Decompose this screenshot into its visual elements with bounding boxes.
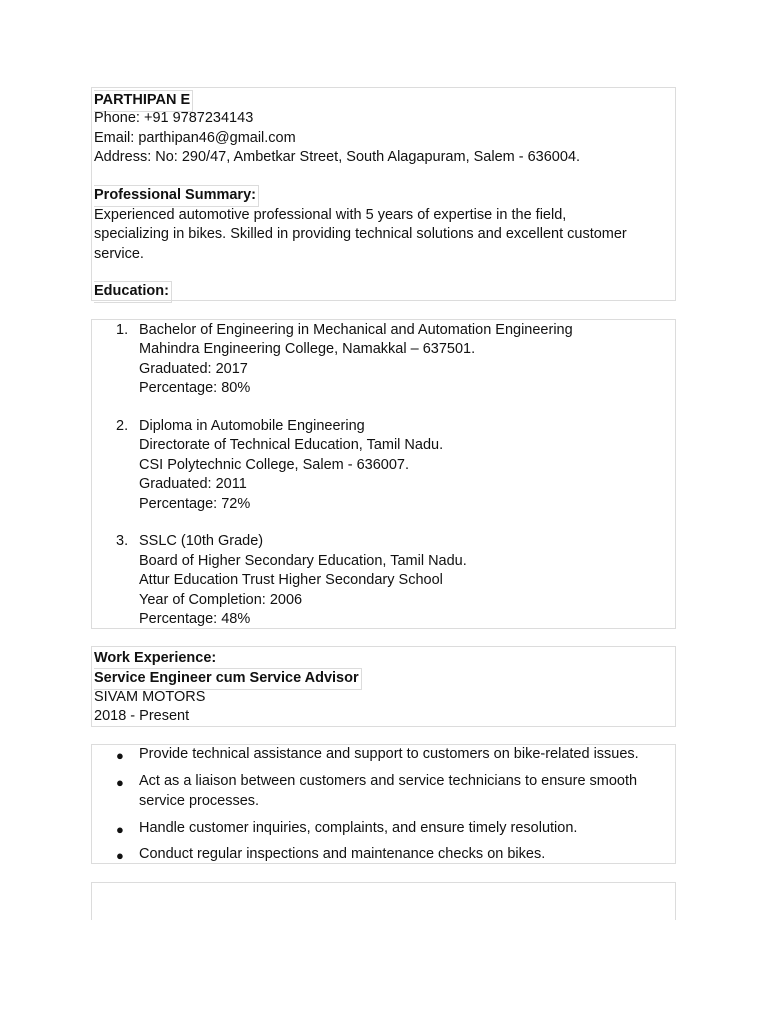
email-line: Email: parthipan46@gmail.com: [94, 130, 296, 146]
education-degree: Diploma in Automobile Engineering: [139, 418, 365, 434]
job-title: Service Engineer cum Service Advisor: [94, 668, 362, 690]
duty-item: Handle customer inquiries, complaints, and ensure timely resolution.: [139, 820, 578, 836]
education-degree: SSLC (10th Grade): [139, 533, 264, 549]
header-section: [91, 87, 676, 301]
company-name: SIVAM MOTORS: [94, 689, 206, 705]
work-heading: Work Experience:: [94, 650, 217, 666]
duty-item: Provide technical assistance and support to customers on bike-related issues.: [139, 746, 639, 762]
education-detail: Percentage: 48%: [139, 611, 251, 627]
candidate-name: PARTHIPAN E: [94, 90, 193, 112]
duty-item: Conduct regular inspections and maintenance checks on bikes.: [139, 846, 546, 862]
list-number: 3.: [116, 533, 129, 549]
bullet-icon: ●: [116, 848, 124, 863]
education-detail: CSI Polytechnic College, Salem - 636007.: [139, 457, 410, 473]
bullet-icon: ●: [116, 775, 124, 790]
education-detail: Percentage: 72%: [139, 496, 251, 512]
education-detail: Graduated: 2017: [139, 361, 248, 377]
empty-section: [91, 882, 676, 920]
summary-line: Experienced automotive professional with 5 years of expertise in the field,: [94, 207, 567, 223]
address-line: Address: No: 290/47, Ambetkar Street, South Alagapuram, Salem - 636004.: [94, 149, 581, 165]
bullet-icon: ●: [116, 822, 124, 837]
education-detail: Mahindra Engineering College, Namakkal – 637501.: [139, 341, 476, 357]
list-number: 2.: [116, 418, 129, 434]
list-number: 1.: [116, 322, 129, 338]
education-list: [91, 319, 676, 629]
duty-item: Act as a liaison between customers and service technicians to ensure smooth: [139, 773, 638, 789]
education-detail: Graduated: 2011: [139, 476, 247, 492]
phone-line: Phone: +91 9787234143: [94, 110, 254, 126]
education-detail: Year of Completion: 2006: [139, 592, 303, 608]
education-detail: Board of Higher Secondary Education, Tamil Nadu.: [139, 553, 467, 569]
education-degree: Bachelor of Engineering in Mechanical and Automation Engineering: [139, 322, 573, 338]
education-detail: Attur Education Trust Higher Secondary School: [139, 572, 443, 588]
work-experience-section: [91, 646, 676, 727]
summary-heading: Professional Summary:: [94, 185, 259, 207]
education-detail: Percentage: 80%: [139, 380, 251, 396]
bullet-icon: ●: [116, 748, 124, 763]
summary-line: service.: [94, 246, 144, 262]
duties-list: [91, 744, 676, 864]
education-heading: Education:: [94, 281, 172, 303]
job-period: 2018 - Present: [94, 708, 190, 724]
summary-line: specializing in bikes. Skilled in providing technical solutions and excellent customer: [94, 226, 627, 242]
education-detail: Directorate of Technical Education, Tamil Nadu.: [139, 437, 444, 453]
duty-item: service processes.: [139, 793, 260, 809]
